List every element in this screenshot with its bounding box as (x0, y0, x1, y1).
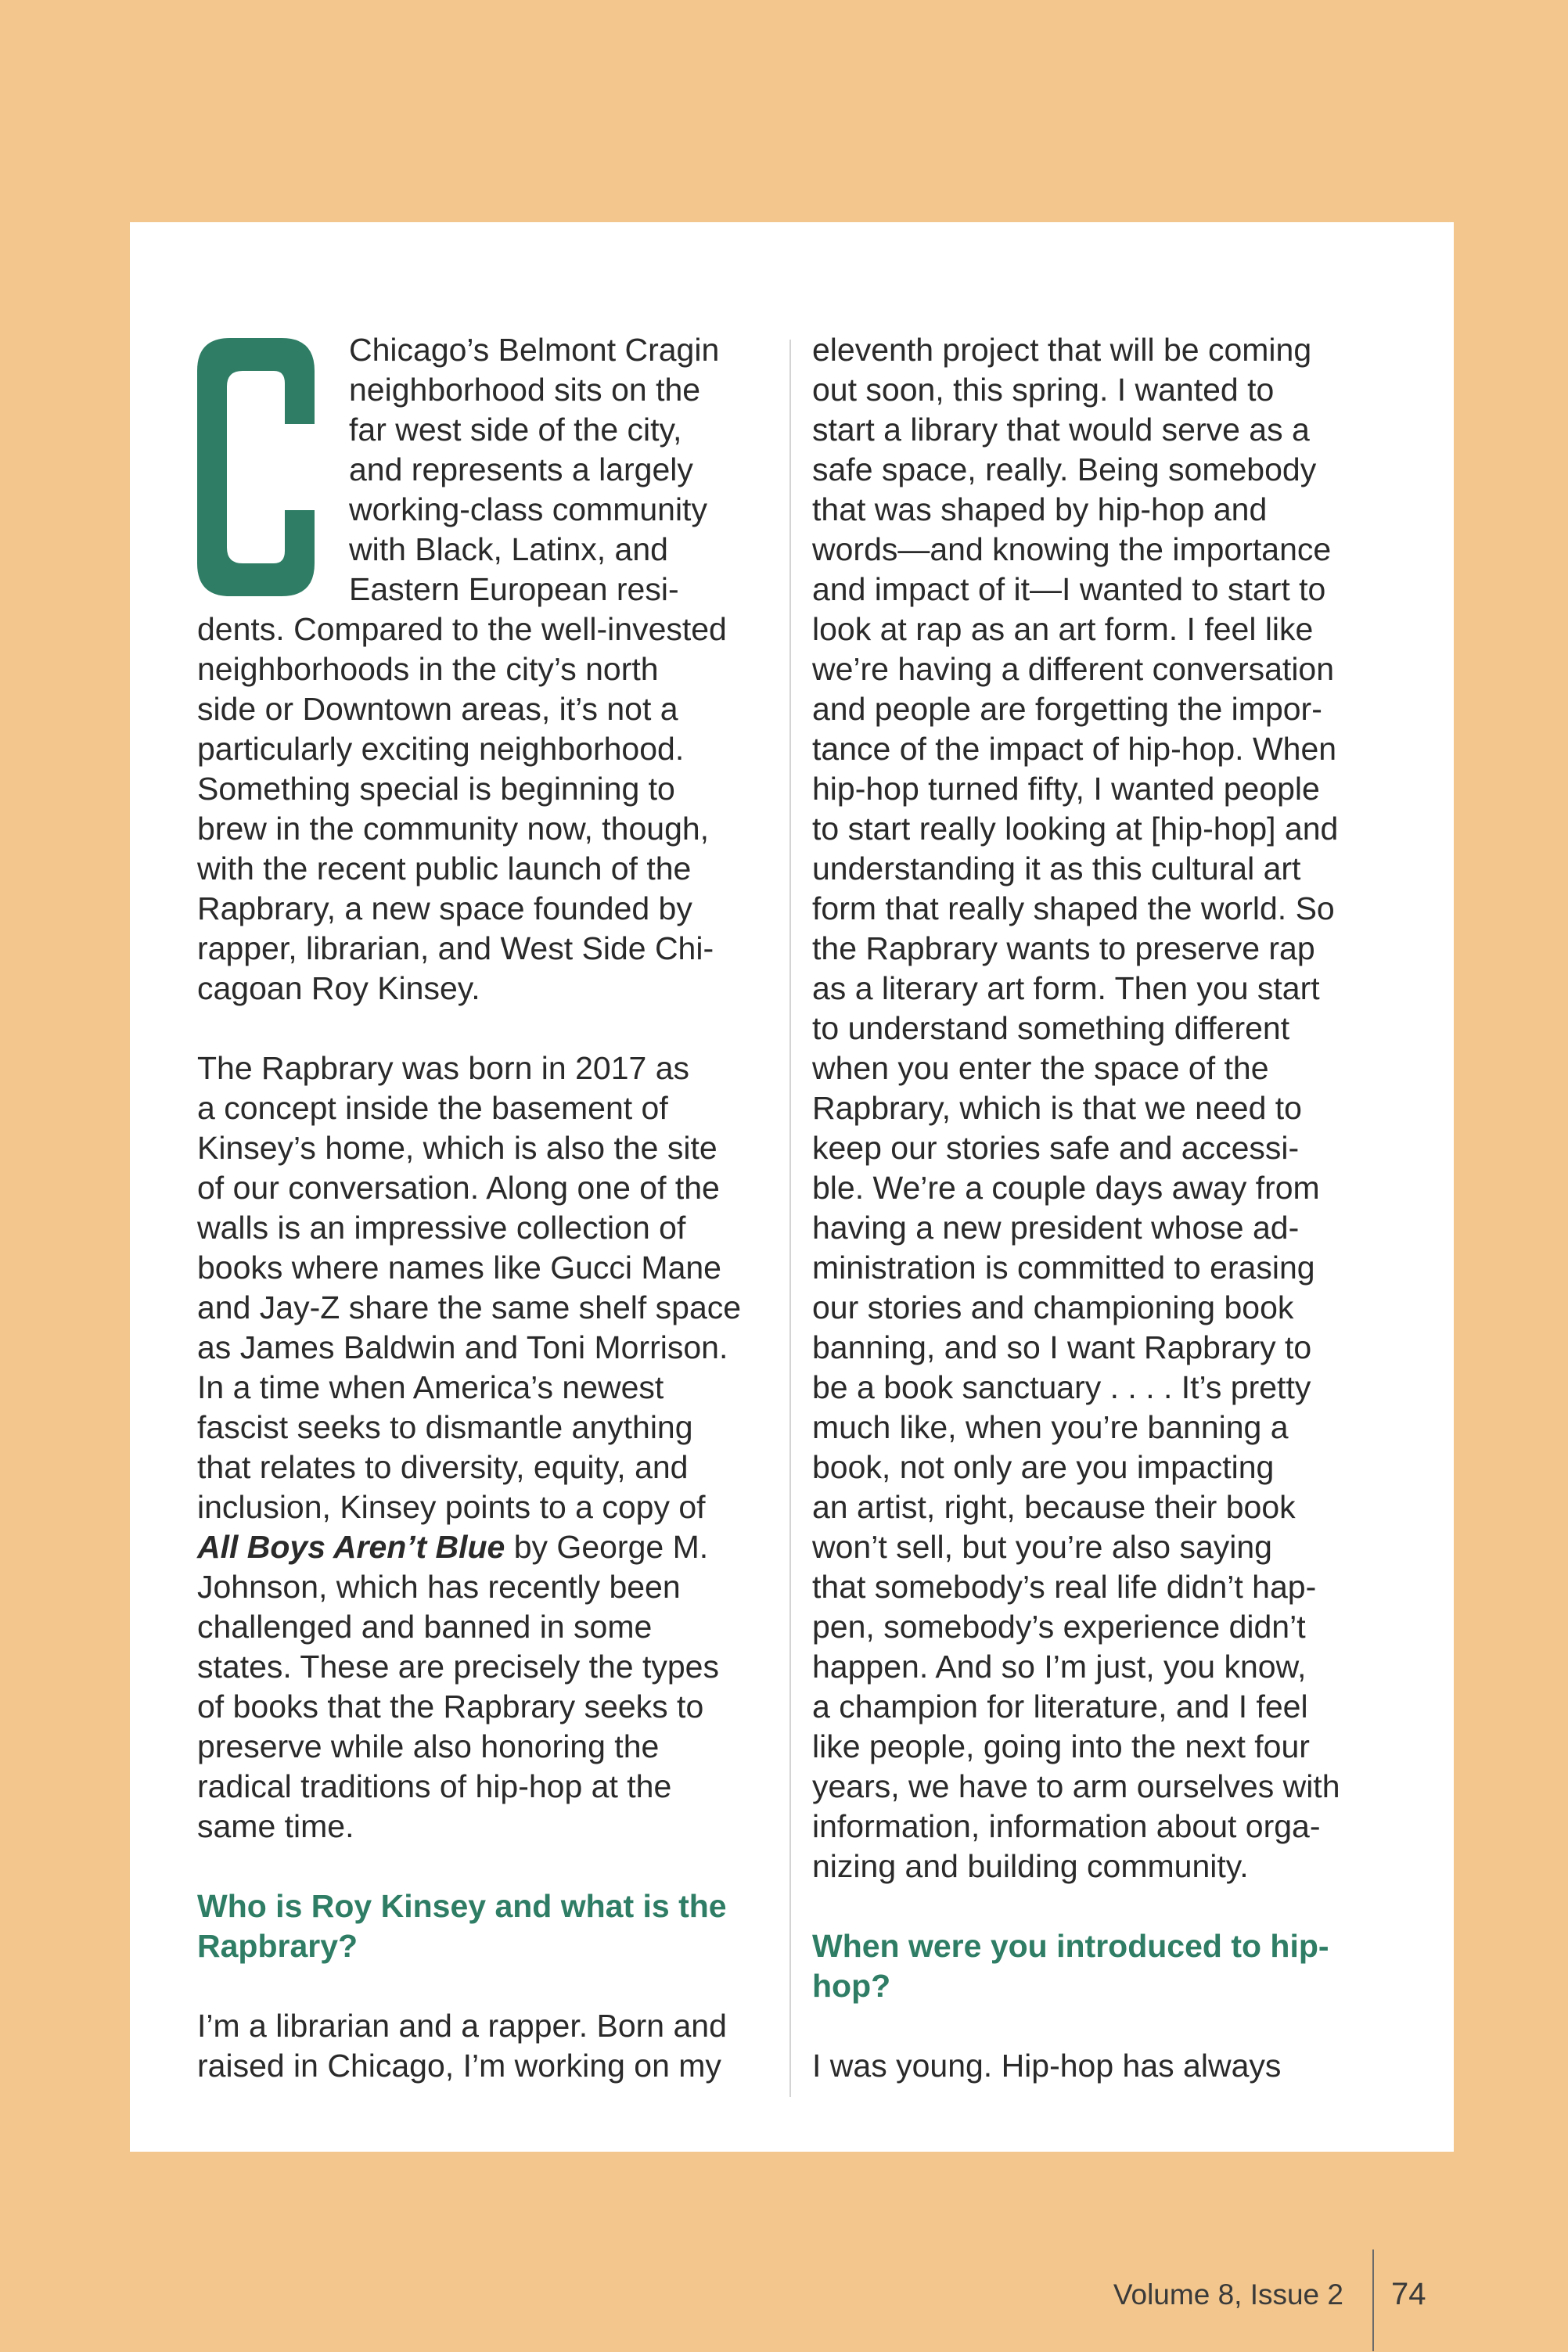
answer-1-start: I’m a librarian and a rapper. Born and raised in Chicago, I’m working on my (197, 2008, 727, 2084)
left-column (197, 330, 784, 2126)
history-text-1: The Rapbrary was born in 2017 as a concept inside the basement of Kinsey’s home, which is also the site of our conversation. Along one of the walls is an impressive collection of books where names like Gucci Mane and Jay-Z share the same shelf space as James Baldwin and Toni Morrison. In a time when America’s newest fascist seeks to dismantle anything that relates to diversity, equity, and inclusion, Kinsey points to a copy of (197, 1050, 742, 1525)
history-text-2: by George M. Johnson, which has recently been challenged and banned in some states. These are precisely the types of books that the Rapbrary seeks to preserve while also honoring the radical traditions of hip-hop at the same time. (197, 1529, 719, 1844)
dropcap-c-glyph (197, 338, 315, 596)
question-1: Who is Roy Kinsey and what is the Rapbrary? (197, 1888, 727, 1964)
answer-2-start: I was young. Hip-hop has always (812, 2048, 1282, 2084)
column-divider (789, 340, 791, 2097)
book-title: All Boys Aren’t Blue (197, 1529, 505, 1565)
issue-label: Volume 8, Issue 2 (1113, 2278, 1343, 2311)
page-number: 74 (1391, 2277, 1426, 2311)
dropcap-c (197, 338, 315, 596)
answer-1-continued: eleventh project that will be coming out soon, this spring. I wanted to start a library that would serve as a safe space, really. Being somebody that was shaped by hip-hop and words—and knowing the importance and impact of it—I wanted to start to look at rap as an art form. I feel like we’re having a different conversation and people are forgetting the impor- tance of the impact of hip-hop. When hip-hop turned fifty, I wanted people to start really looking at [hip-hop] and understanding it as this cultural art form that really shaped the world. So the Rapbrary wants to preserve rap as a literary art form. Then you start to understand something different when you enter the space of the Rapbrary, which is that we need to keep our stories safe and accessi- ble. We’re a couple days away from having a new president whose ad- ministration is committed to erasing our stories and championing book banning, and so I want Rapbrary to be a book sanctuary . . . . It’s pretty much like, when you’re banning a book, not only are you impacting an artist, right, because their book won’t sell, but you’re also saying that somebody’s real life didn’t hap- pen, somebody’s experience didn’t happen. And so I’m just, you know, a champion for literature, and I feel like people, going into the next four years, we have to arm ourselves with information, information about orga- nizing and building community. (812, 332, 1340, 1884)
intro-paragraph: Chicago’s Belmont Cragin neighborhood sits on the far west side of the city, and represents a largely working-class community with Black, Latinx, and Eastern European resi- dents. Compared to the well-invested neighborhoods in the city’s north side or Downtown areas, it’s not a particularly exciting neighborhood. Something special is beginning to brew in the community now, though, with the recent public launch of the Rapbrary, a new space founded by rapper, librarian, and West Side Chi- cagoan Roy Kinsey. (197, 332, 727, 1006)
question-2: When were you introduced to hip- hop? (812, 1928, 1329, 2004)
footer-divider (1372, 2250, 1374, 2351)
rapbrary-history-paragraph (197, 1048, 784, 1847)
right-column (812, 330, 1407, 2126)
